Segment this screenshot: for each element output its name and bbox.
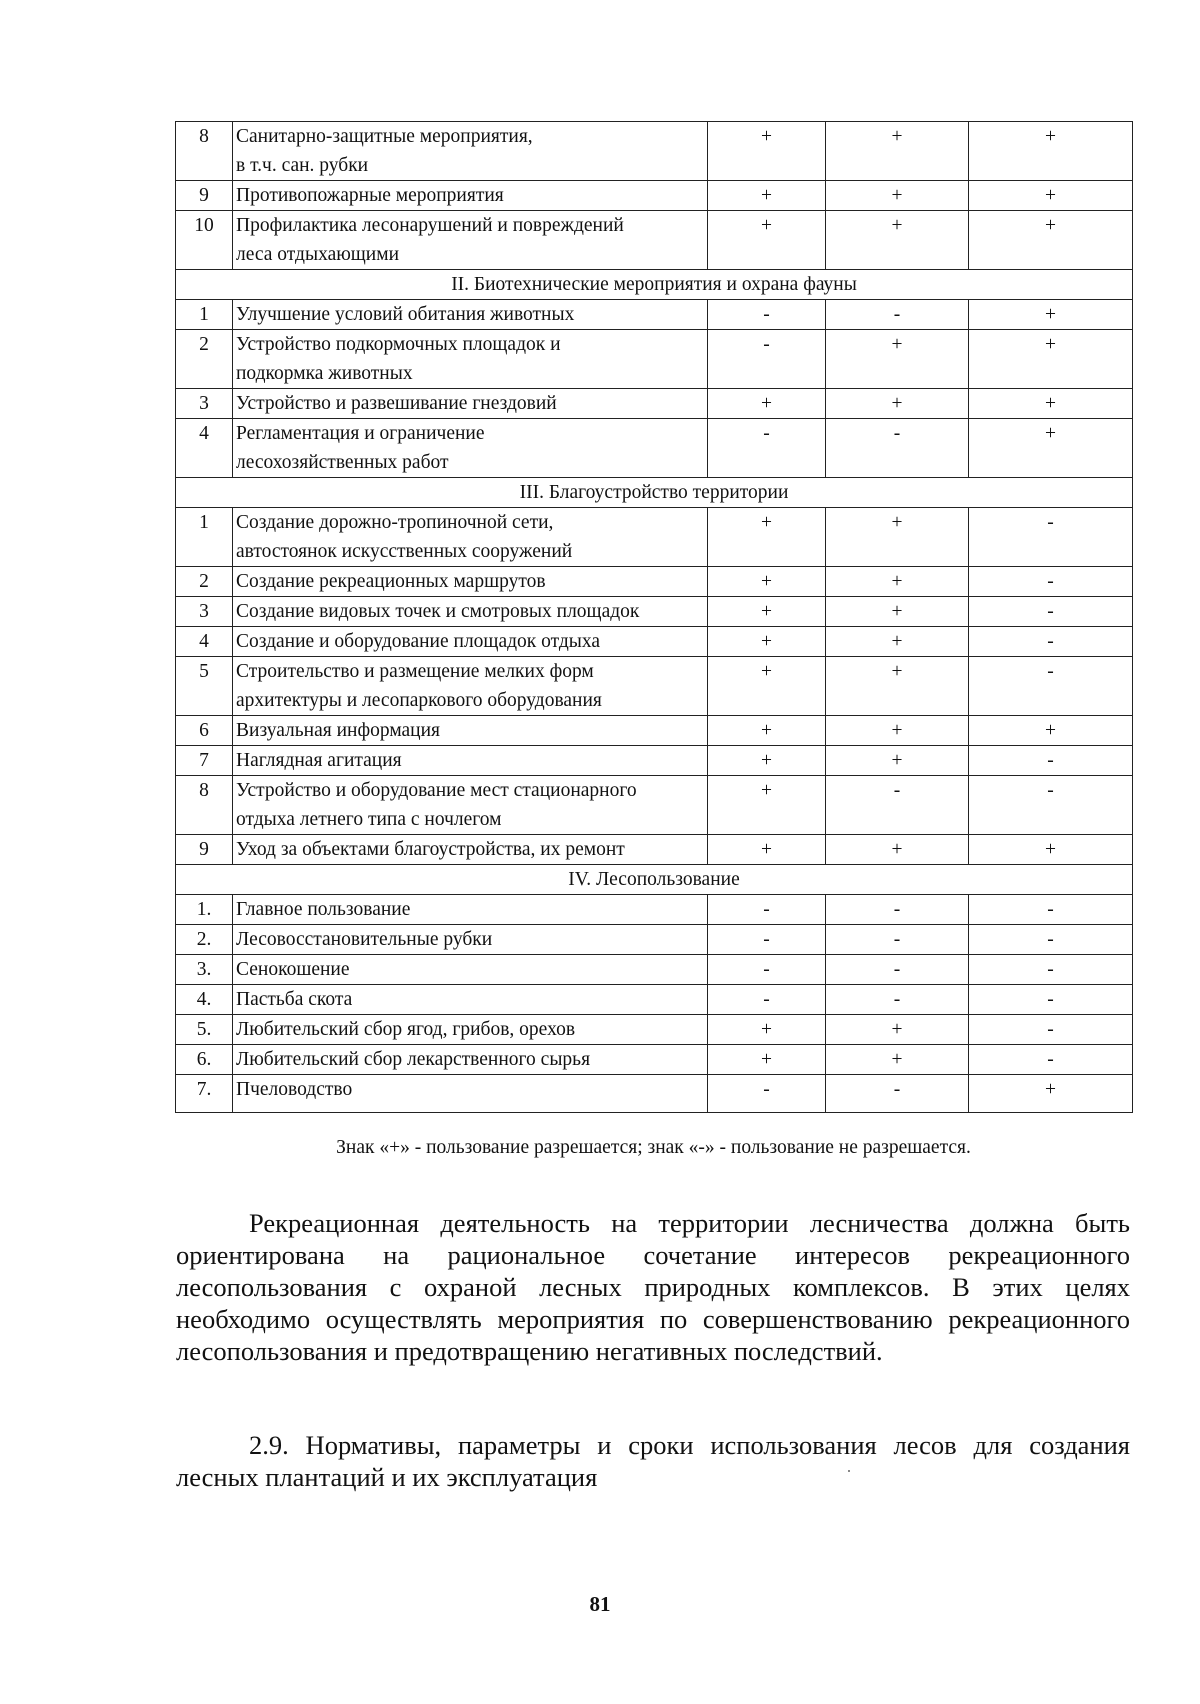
measure-description — [233, 300, 708, 330]
description-line: отдыха летнего типа с ночлегом — [236, 809, 502, 830]
row-number: 6 — [176, 716, 233, 746]
permission-mark-col2: + — [826, 627, 969, 657]
permission-mark-col3: + — [969, 419, 1133, 478]
measure-description — [233, 1015, 708, 1045]
permission-mark-col3: - — [969, 955, 1133, 985]
section-heading — [176, 1429, 1130, 1493]
permission-mark-col2: + — [826, 330, 969, 389]
permission-mark-col1: - — [708, 300, 826, 330]
table-row — [176, 597, 1133, 627]
row-number: 8 — [176, 776, 233, 835]
permission-mark-col3: + — [969, 300, 1133, 330]
measure-description — [233, 925, 708, 955]
measure-description — [233, 330, 708, 389]
permission-mark-col3: + — [969, 389, 1133, 419]
description-line: лесохозяйственных работ — [236, 452, 449, 473]
description-line: Профилактика лесонарушений и повреждений — [236, 215, 624, 236]
description-line: Регламентация и ограничение — [236, 423, 485, 444]
row-number: 3 — [176, 389, 233, 419]
permission-mark-col2: + — [826, 597, 969, 627]
permission-mark-col3: - — [969, 1045, 1133, 1075]
permission-mark-col2: + — [826, 835, 969, 865]
description-line: Лесовосстановительные рубки — [236, 929, 493, 950]
section-title: III. Благоустройство территории — [176, 478, 1133, 508]
permission-mark-col3: - — [969, 1015, 1133, 1045]
permission-mark-col1: + — [708, 1045, 826, 1075]
description-line: Любительский сбор лекарственного сырья — [236, 1049, 591, 1070]
measure-description — [233, 508, 708, 567]
description-line: леса отдыхающими — [236, 244, 400, 265]
permission-mark-col1: + — [708, 716, 826, 746]
table-row — [176, 955, 1133, 985]
table-row — [176, 1075, 1133, 1113]
permission-mark-col3: + — [969, 211, 1133, 270]
description-line: Сенокошение — [236, 959, 350, 980]
paragraph-text: Рекреационная деятельность на территории лесничества должна быть ориентирована на рациональное сочетание интересов рекреационного лесопользования с охраной лесных природных комплексов. В этих целях необходимо осуществлять мероприятия по совершенствованию рекреационного лесопользования и предотвращению негативных последствий. — [176, 1208, 1130, 1366]
row-number: 2 — [176, 567, 233, 597]
permission-mark-col3: - — [969, 746, 1133, 776]
section-title: IV. Лесопользование — [176, 865, 1133, 895]
row-number: 9 — [176, 181, 233, 211]
measure-description — [233, 1075, 708, 1113]
permission-mark-col1: - — [708, 895, 826, 925]
table-row — [176, 1015, 1133, 1045]
permission-mark-col1: + — [708, 1015, 826, 1045]
description-line: в т.ч. сан. рубки — [236, 155, 369, 176]
permission-mark-col1: + — [708, 567, 826, 597]
measure-description — [233, 985, 708, 1015]
row-number: 2. — [176, 925, 233, 955]
permission-mark-col3: - — [969, 895, 1133, 925]
page-number: 81 — [589, 1592, 611, 1616]
permission-mark-col1: + — [708, 746, 826, 776]
permission-mark-col2: + — [826, 211, 969, 270]
section-row — [176, 478, 1133, 508]
table-row — [176, 925, 1133, 955]
measure-description — [233, 955, 708, 985]
permission-mark-col2: + — [826, 746, 969, 776]
permission-mark-col3: - — [969, 776, 1133, 835]
table-row — [176, 389, 1133, 419]
description-line: Строительство и размещение мелких форм — [236, 661, 594, 682]
row-number: 2 — [176, 330, 233, 389]
permission-mark-col2: + — [826, 122, 969, 181]
row-number: 4. — [176, 985, 233, 1015]
permission-mark-col2: - — [826, 776, 969, 835]
permission-mark-col2: + — [826, 567, 969, 597]
measure-description — [233, 122, 708, 181]
measure-description — [233, 419, 708, 478]
table-row — [176, 657, 1133, 716]
legend-note: Знак «+» - пользование разрешается; знак «-» - пользование не разрешается. — [336, 1137, 971, 1158]
permission-mark-col2: - — [826, 895, 969, 925]
row-number: 5. — [176, 1015, 233, 1045]
permission-mark-col3: - — [969, 627, 1133, 657]
row-number: 6. — [176, 1045, 233, 1075]
description-line: Визуальная информация — [236, 720, 441, 741]
table-row — [176, 716, 1133, 746]
permission-mark-col3: - — [969, 508, 1133, 567]
permission-mark-col3: + — [969, 1075, 1133, 1113]
table-row — [176, 567, 1133, 597]
permission-mark-col1: + — [708, 776, 826, 835]
permission-mark-col3: - — [969, 567, 1133, 597]
description-line: Любительский сбор ягод, грибов, орехов — [236, 1019, 576, 1040]
permission-mark-col1: - — [708, 955, 826, 985]
description-line: Создание и оборудование площадок отдыха — [236, 631, 601, 652]
permission-mark-col2: + — [826, 716, 969, 746]
description-line: Главное пользование — [236, 899, 411, 920]
measure-description — [233, 389, 708, 419]
measure-description — [233, 835, 708, 865]
measure-description — [233, 211, 708, 270]
table-row — [176, 895, 1133, 925]
description-line: Создание рекреационных маршрутов — [236, 571, 546, 592]
permission-mark-col1: + — [708, 597, 826, 627]
table-row — [176, 211, 1133, 270]
row-number: 4 — [176, 419, 233, 478]
description-line: Устройство и развешивание гнездовий — [236, 393, 557, 414]
permission-mark-col2: + — [826, 508, 969, 567]
permission-mark-col1: + — [708, 389, 826, 419]
permission-mark-col1: - — [708, 985, 826, 1015]
scan-speck — [848, 1470, 850, 1472]
row-number: 1 — [176, 508, 233, 567]
permission-mark-col3: - — [969, 597, 1133, 627]
permission-mark-col3: + — [969, 122, 1133, 181]
description-line: Противопожарные мероприятия — [236, 185, 504, 206]
permission-mark-col1: + — [708, 122, 826, 181]
permission-mark-col2: - — [826, 419, 969, 478]
table-row — [176, 419, 1133, 478]
table-row — [176, 627, 1133, 657]
heading-text: 2.9. Нормативы, параметры и сроки использования лесов для создания лесных плантаций и их эксплуатация — [176, 1430, 1130, 1492]
permission-mark-col3: + — [969, 835, 1133, 865]
measures-table — [175, 121, 1133, 1113]
table-row — [176, 330, 1133, 389]
table-row — [176, 508, 1133, 567]
permission-mark-col3: - — [969, 925, 1133, 955]
row-number: 1 — [176, 300, 233, 330]
row-number: 8 — [176, 122, 233, 181]
table-row — [176, 985, 1133, 1015]
permission-mark-col2: - — [826, 985, 969, 1015]
spacer — [236, 1104, 704, 1112]
measure-description — [233, 776, 708, 835]
table-row — [176, 835, 1133, 865]
permission-mark-col2: + — [826, 1015, 969, 1045]
description-line: Санитарно-защитные мероприятия, — [236, 126, 533, 147]
measure-description — [233, 181, 708, 211]
row-number: 10 — [176, 211, 233, 270]
measure-description — [233, 746, 708, 776]
description-line: Наглядная агитация — [236, 750, 402, 771]
table-row — [176, 122, 1133, 181]
row-number: 9 — [176, 835, 233, 865]
section-row — [176, 865, 1133, 895]
description-line: Создание дорожно-тропиночной сети, — [236, 512, 554, 533]
permission-mark-col3: - — [969, 657, 1133, 716]
measure-description — [233, 716, 708, 746]
permission-mark-col1: - — [708, 925, 826, 955]
table-row — [176, 1045, 1133, 1075]
permission-mark-col2: + — [826, 389, 969, 419]
permission-mark-col3: + — [969, 330, 1133, 389]
permission-mark-col3: + — [969, 181, 1133, 211]
permission-mark-col1: + — [708, 508, 826, 567]
description-line: Пчеловодство — [236, 1079, 353, 1100]
permission-mark-col3: - — [969, 985, 1133, 1015]
table-row — [176, 181, 1133, 211]
description-line: архитектуры и лесопаркового оборудования — [236, 690, 602, 711]
row-number: 3 — [176, 597, 233, 627]
permission-mark-col1: - — [708, 330, 826, 389]
permission-mark-col1: - — [708, 419, 826, 478]
permission-mark-col2: - — [826, 955, 969, 985]
measure-description — [233, 567, 708, 597]
permission-mark-col1: - — [708, 1075, 826, 1113]
section-row — [176, 270, 1133, 300]
description-line: Пастьба скота — [236, 989, 353, 1010]
measure-description — [233, 627, 708, 657]
measure-description — [233, 1045, 708, 1075]
description-line: Уход за объектами благоустройства, их ремонт — [236, 839, 625, 860]
description-line: Устройство подкормочных площадок и — [236, 334, 561, 355]
permission-mark-col1: + — [708, 211, 826, 270]
description-line: подкормка животных — [236, 363, 413, 384]
permission-mark-col2: - — [826, 300, 969, 330]
permission-mark-col1: + — [708, 627, 826, 657]
row-number: 7 — [176, 746, 233, 776]
permission-mark-col1: + — [708, 181, 826, 211]
permission-mark-col2: + — [826, 1045, 969, 1075]
permission-mark-col2: - — [826, 925, 969, 955]
permission-mark-col2: - — [826, 1075, 969, 1113]
row-number: 7. — [176, 1075, 233, 1113]
row-number: 5 — [176, 657, 233, 716]
table-row — [176, 746, 1133, 776]
permission-mark-col2: + — [826, 657, 969, 716]
description-line: Создание видовых точек и смотровых площадок — [236, 601, 640, 622]
measure-description — [233, 597, 708, 627]
table-row — [176, 300, 1133, 330]
body-paragraph — [176, 1207, 1130, 1367]
permission-mark-col3: + — [969, 716, 1133, 746]
section-title: II. Биотехнические мероприятия и охрана фауны — [176, 270, 1133, 300]
description-line: Улучшение условий обитания животных — [236, 304, 575, 325]
row-number: 3. — [176, 955, 233, 985]
description-line: автостоянок искусственных сооружений — [236, 541, 573, 562]
table-row — [176, 776, 1133, 835]
measure-description — [233, 895, 708, 925]
permission-mark-col1: + — [708, 835, 826, 865]
measure-description — [233, 657, 708, 716]
row-number: 4 — [176, 627, 233, 657]
permission-mark-col2: + — [826, 181, 969, 211]
table-body — [176, 122, 1133, 1113]
row-number: 1. — [176, 895, 233, 925]
description-line: Устройство и оборудование мест стационарного — [236, 780, 637, 801]
permission-mark-col1: + — [708, 657, 826, 716]
